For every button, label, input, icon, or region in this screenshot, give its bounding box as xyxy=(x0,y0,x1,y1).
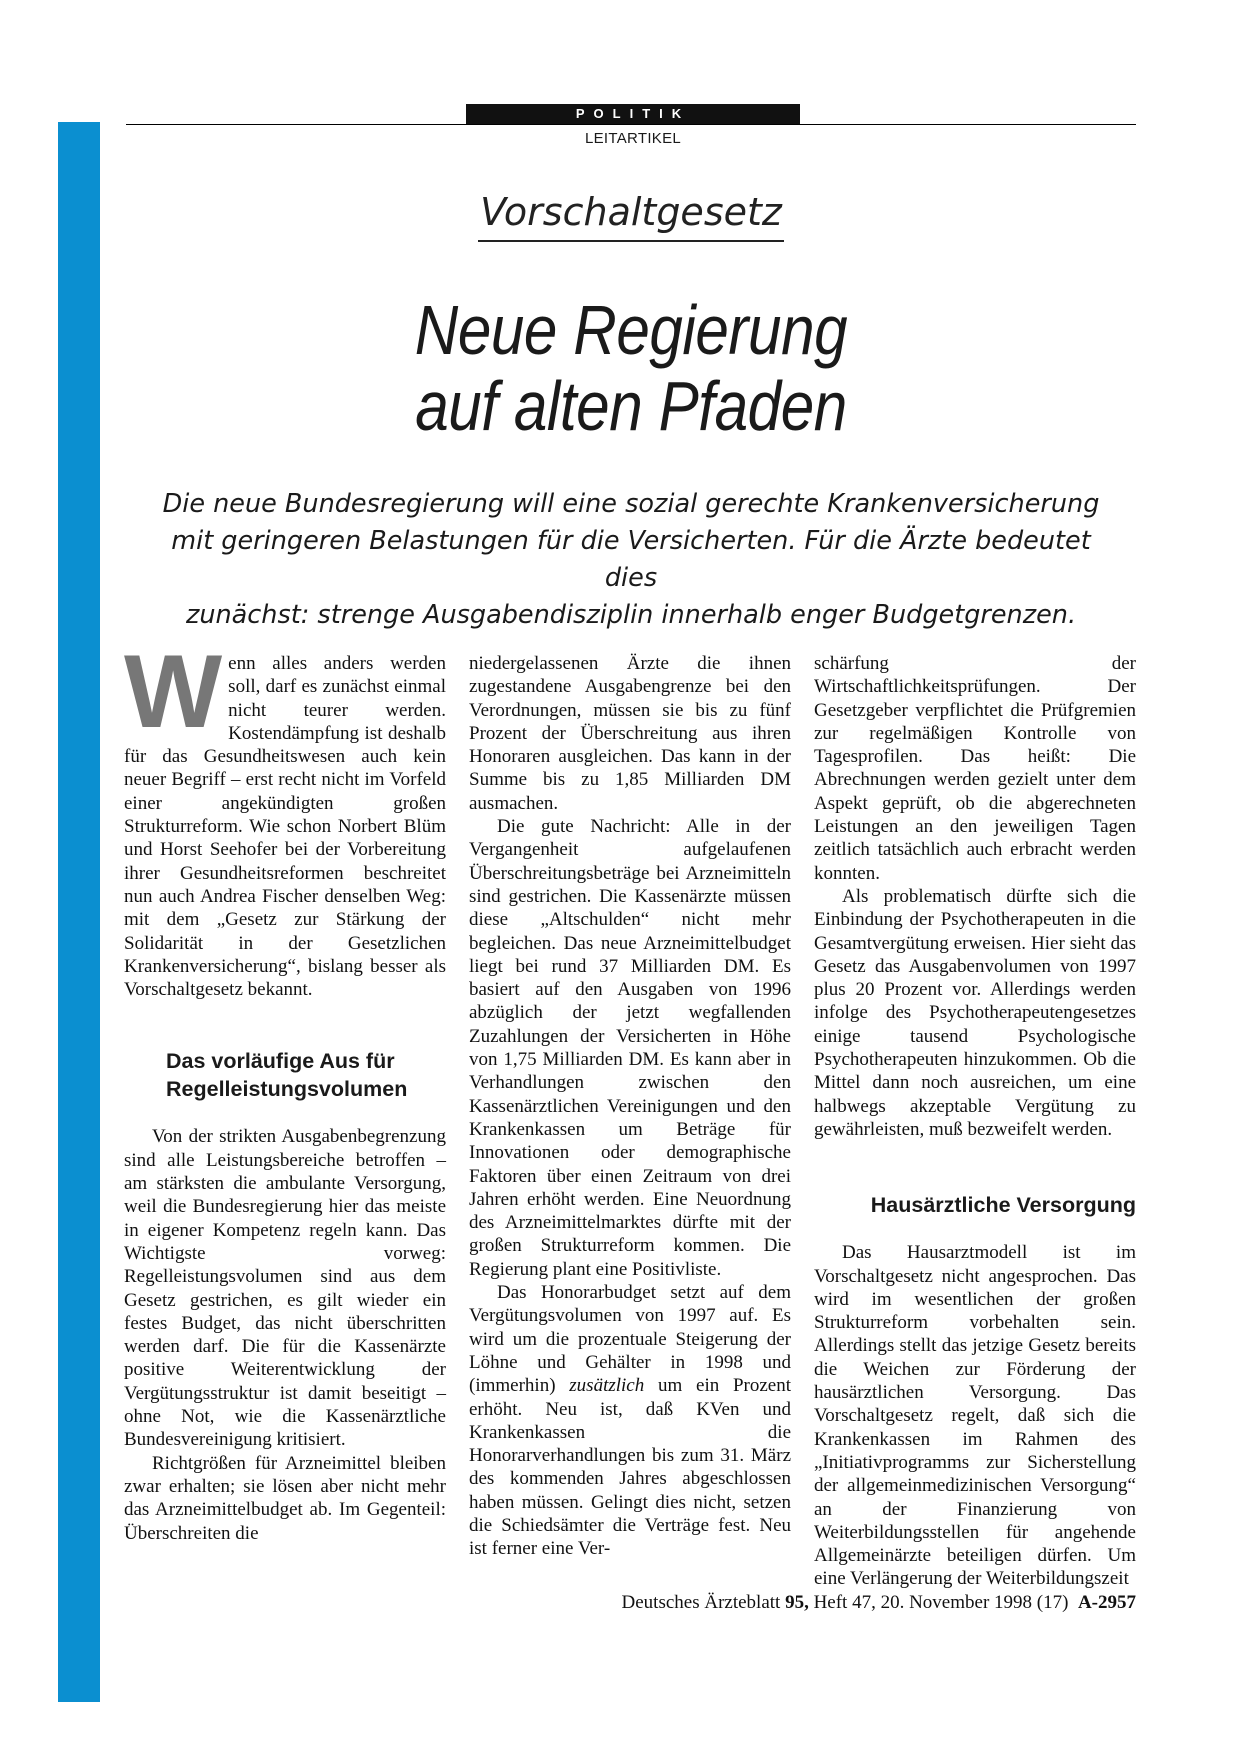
paragraph: Das Hausarztmodell ist im Vorschaltgesetz nicht angesprochen. Das wird im wesentlichen der großen Strukturreform vorbehalten sein. Allerdings stellt das jetzige Gesetz bereits die Weichen zur Förderung der hausärztlichen Versorgung. Das Vorschaltgesetz regelt, daß sich die Krankenkassen im Rahmen des „Initiativprogramms zur Sicherstellung der allgemeinmedizinischen Versorgung“ an der Finanzierung von Weiterbildungsstellen für angehende Allgemeinärzte beteiligen dürfen. Um eine Verlängerung der Weiterbildungszeit xyxy=(814,1242,1136,1590)
page-footer xyxy=(400,1592,1136,1614)
paragraph: schärfung der Wirtschaftlichkeitsprüfungen. Der Gesetzgeber verpflichtet die Prüfgremien zur regelmäßigen Kontrolle von Tagesprofilen. Das heißt: Die Abrechnungen werden gezielt unter dem Aspekt geprüft, ob die abgerechneten Leistungen an den jeweiligen Tagen zeitlich tatsächlich auch erbracht werden konnten. xyxy=(814,653,1136,884)
article-headline xyxy=(0,292,1240,444)
paragraph-text: Das Honorarbudget setzt auf dem Vergütungsvolumen von 1997 auf. Es wird um die prozentuale Steigerung der Löhne und Gehälter in 1998 und (immerhin) xyxy=(469,1282,791,1397)
paragraph xyxy=(469,1281,791,1561)
lead-line-3: zunächst: strenge Ausgabendisziplin innerhalb enger Budgetgrenzen. xyxy=(185,600,1077,630)
headline-line-2: auf alten Pfaden xyxy=(415,367,847,445)
subsection-label: LEITARTIKEL xyxy=(584,130,682,147)
section-label: POLITIK xyxy=(466,104,800,124)
subheading: Das vorläufige Aus für Regelleistungsvolumen xyxy=(166,1049,408,1102)
paragraph xyxy=(124,634,446,1001)
paragraph-text: um ein Prozent erhöht. Neu ist, daß KVen und Krankenkassen die Honorarverhandlungen bis zum 31. März des kommenden Jahres abgeschlossen haben müssen. Gelingt dies nicht, setzen die Schiedsämter die Verträge fest. Neu ist ferner eine Ver- xyxy=(469,1375,792,1560)
paragraph: niedergelassenen Ärzte die ihnen zugestandene Ausgabengrenze bei den Verordnungen, müssen sie bis zu fünf Prozent der Überschreitung aus ihren Honoraren ausgleichen. Das kann in der Summe bis zu 1,85 Milliarden DM ausmachen. xyxy=(469,653,791,814)
article-lead xyxy=(150,486,1112,634)
paragraph: Als problematisch dürfte sich die Einbindung der Psychotherapeuten in die Gesamtvergütung erweisen. Hier sieht das Gesetz das Ausgabenvolumen von 1997 plus 20 Prozent vor. Allerdings werden infolge des Psychotherapeutengesetzes einige tausend Psychologische Psychotherapeuten hinzukommen. Ob die Mittel dann noch ausreichen, um eine halbwegs akzeptable Vergütung zu gewährleisten, muß bezweifelt werden. xyxy=(814,885,1136,1140)
drop-cap: W xyxy=(124,634,223,750)
journal-name: Deutsches Ärzteblatt xyxy=(621,1592,786,1613)
header-rule xyxy=(126,124,1136,125)
text-column-3 xyxy=(814,652,1136,1591)
lead-line-2: mit geringeren Belastungen für die Versicherten. Für die Ärzte bedeutet dies xyxy=(171,526,1091,593)
kicker-text: Vorschaltgesetz xyxy=(478,190,784,242)
headline-line-1: Neue Regierung xyxy=(414,291,848,369)
paragraph: Die gute Nachricht: Alle in der Vergangenheit aufgelaufenen Überschreitungsbeträge bei Arzneimitteln sind gestrichen. Die Kassenärzte müssen diese „Altschulden“ nicht mehr begleichen. Das neue Arzneimittelbudget liegt bei rund 37 Milliarden DM. Es basiert auf den Ausgaben von 1996 abzüglich der jetzt wegfallenden Zuzahlungen der Versicherten in Höhe von 1,75 Milliarden DM. Es kann aber in Verhandlungen zwischen den Kassenärztlichen Vereinigungen und den Krankenkassen um Beträge für Innovationen oder demographische Faktoren über einen Zeitraum von drei Jahren erhöht werden. Eine Neuordnung des Arzneimittelmarktes dürfte mit der großen Strukturreform kommen. Die Regierung plant eine Positivliste. xyxy=(469,816,791,1280)
lead-line-1: Die neue Bundesregierung will eine sozial gerechte Krankenversicherung xyxy=(162,489,1100,519)
emphasis-text: zusätzlich xyxy=(569,1375,645,1397)
text-column-2 xyxy=(469,652,791,1561)
page-number: A-2957 xyxy=(1077,1592,1136,1613)
paragraph: Von der strikten Ausgabenbegrenzung sind alle Leistungsbereiche betroffen – am stärksten die ambulante Versorgung, weil die Bundesregierung hier das meiste in eigener Kompetenz regeln kann. Das Wichtigste vorweg: Regelleistungsvolumen sind aus dem Gesetz gestrichen, es gilt wieder ein festes Budget, das nicht überschritten werden darf. Die für die Kassenärzte positive Weiterentwicklung der Vergütungsstruktur ist damit beseitigt – ohne Not, wie die Kassenärztliche Bundesvereinigung kritisiert. xyxy=(124,1126,446,1451)
article-kicker xyxy=(0,190,1240,234)
paragraph-text: enn alles anders werden soll, darf es zunächst einmal nicht teurer werden. Kostendämpfung ist deshalb für das Gesundheitswesen auch kein neuer Begriff – erst recht nicht im Vorfeld einer angekündigten großen Strukturreform. Wie schon Norbert Blüm und Horst Seehofer bei der Vorbereitung ihrer Gesundheitsreformen beschreitet nun auch Andrea Fischer denselben Weg: mit dem „Gesetz zur Stärkung der Solidarität in der Gesetzlichen Krankenversicherung“, bislang besser als Vorschaltgesetz bekannt. xyxy=(124,653,446,1001)
subheading: Hausärztliche Versorgung xyxy=(870,1193,1136,1218)
issue-info: Heft 47, 20. November 1998 (17) xyxy=(808,1592,1069,1613)
volume-number: 95, xyxy=(785,1592,809,1613)
text-column-1 xyxy=(124,634,446,1545)
paragraph: Richtgrößen für Arzneimittel bleiben zwar erhalten; sie lösen aber nicht mehr das Arzneimittelbudget ab. Im Gegenteil: Überschreiten die xyxy=(124,1452,446,1544)
